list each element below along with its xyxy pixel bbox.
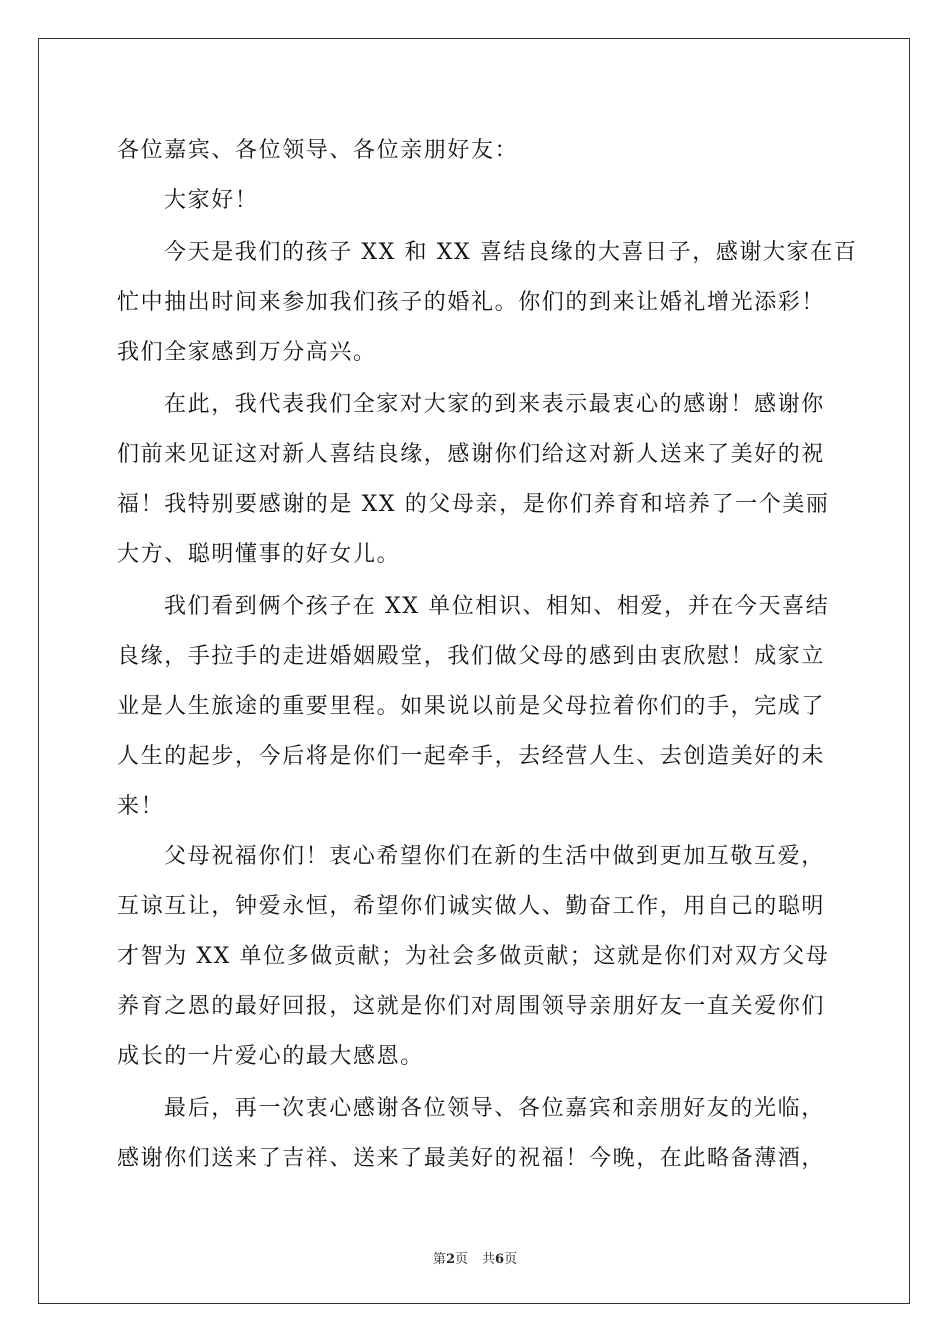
paragraph-2-line-4: 大方、聪明懂事的好女儿。 (117, 542, 401, 567)
paragraph-2-line-2: 们前来见证这对新人喜结良缘，感谢你们给这对新人送来了美好的祝 (117, 442, 826, 467)
paragraph-4-line-4: 养育之恩的最好回报，这就是你们对周围领导亲朋好友一直关爱你们 (117, 994, 826, 1019)
total-pages: 6 (495, 1252, 505, 1267)
paragraph-3-line-4: 人生的起步，今后将是你们一起牵手，去经营人生、去创造美好的未 (117, 744, 826, 769)
paragraph-2-line-3: 福！我特别要感谢的是 XX 的父母亲，是你们养育和培养了一个美丽 (117, 492, 830, 517)
paragraph-3-line-3: 业是人生旅途的重要里程。如果说以前是父母拉着你们的手，完成了 (117, 694, 826, 719)
paragraph-5-line-2: 感谢你们送来了吉祥、送来了最美好的祝福！今晚，在此略备薄酒， (117, 1146, 826, 1171)
paragraph-3-line-5: 来！ (117, 794, 165, 819)
paragraph-4-line-1: 父母祝福你们！衷心希望你们在新的生活中做到更加互敬互爱， (164, 844, 825, 869)
total-prefix: 共 (482, 1252, 496, 1267)
paragraph-2-line-1: 在此，我代表我们全家对大家的到来表示最衷心的感谢！感谢你 (164, 392, 825, 417)
greeting-line: 大家好！ (164, 188, 259, 213)
page-footer (0, 1248, 950, 1267)
paragraph-4-line-5: 成长的一片爱心的最大感恩。 (117, 1044, 424, 1069)
paragraph-3-line-2: 良缘，手拉手的走进婚姻殿堂，我们做父母的感到由衷欣慰！成家立 (117, 644, 826, 669)
page-suffix: 页 (454, 1252, 468, 1267)
page-prefix: 第 (432, 1252, 446, 1267)
paragraph-4-line-2: 互谅互让，钟爱永恒，希望你们诚实做人、勤奋工作，用自己的聪明 (117, 894, 826, 919)
paragraph-3-line-1: 我们看到俩个孩子在 XX 单位相识、相知、相爱，并在今天喜结 (164, 594, 830, 619)
paragraph-1-line-3: 我们全家感到万分高兴。 (117, 340, 377, 365)
paragraph-4-line-3: 才智为 XX 单位多做贡献；为社会多做贡献；这就是你们对双方父母 (117, 944, 830, 969)
paragraph-1-line-2: 忙中抽出时间来参加我们孩子的婚礼。你们的到来让婚礼增光添彩！ (117, 290, 826, 315)
paragraph-1-line-1: 今天是我们的孩子 XX 和 XX 喜结良缘的大喜日子，感谢大家在百 (164, 240, 858, 265)
paragraph-5-line-1: 最后，再一次衷心感谢各位领导、各位嘉宾和亲朋好友的光临， (164, 1096, 825, 1121)
total-suffix: 页 (504, 1252, 518, 1267)
salutation-line: 各位嘉宾、各位领导、各位亲朋好友： (117, 138, 519, 163)
page-number: 2 (445, 1252, 455, 1267)
